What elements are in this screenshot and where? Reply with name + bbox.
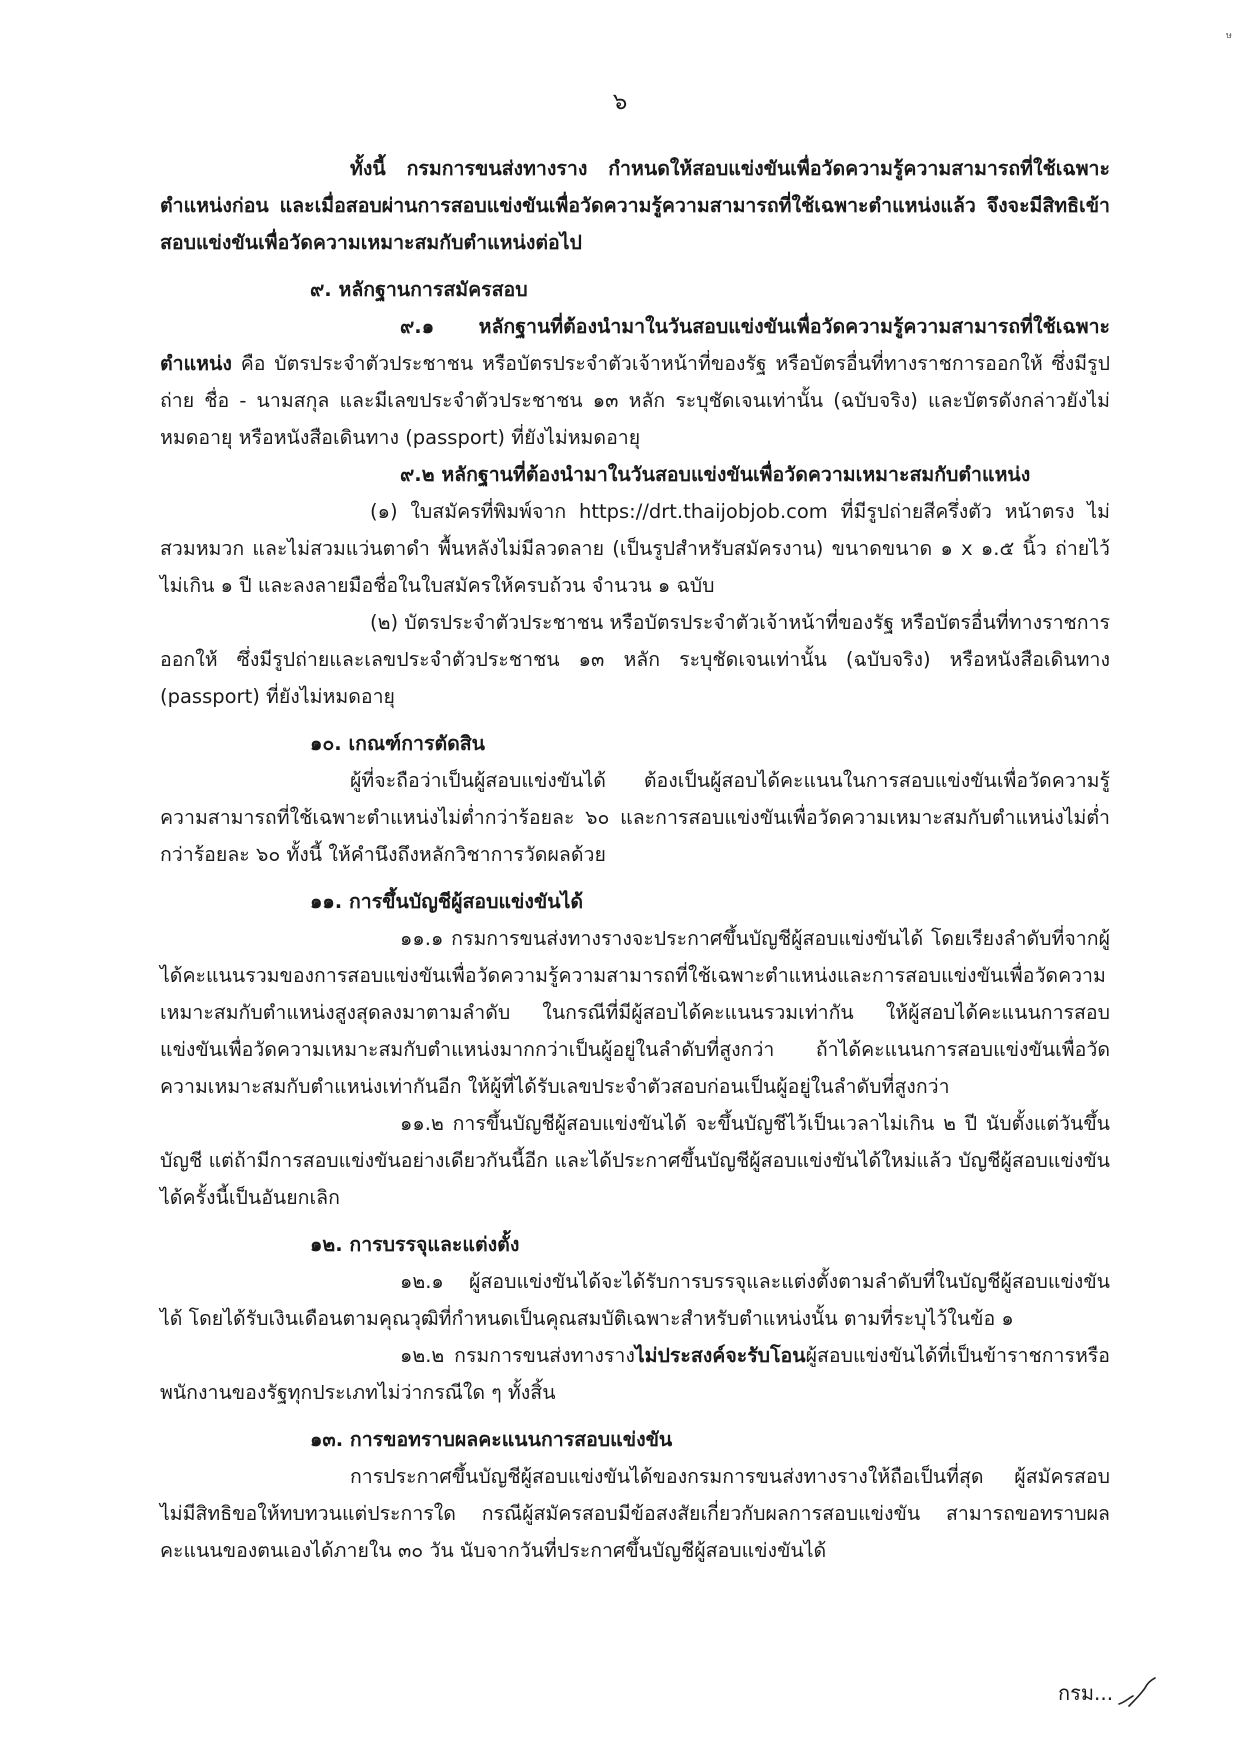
- document-body: [160, 150, 1110, 1569]
- section-11-heading: ๑๑. การขึ้นบัญชีผู้สอบแข่งขันได้: [310, 890, 584, 913]
- section-9-1-rest: คือ บัตรประจำตัวประชาชน หรือบัตรประจำตัวเจ้าหน้าที่ของรัฐ หรือบัตรอื่นที่ทางราชการออกให้ ซึ่งมีรูปถ่าย ชื่อ - นามสกุล และมีเลขประจำตัวประชาชน ๑๓ หลัก ระบุชัดเจนเท่านั้น (ฉบับจริง) และบัตรดังกล่าวยังไม่หมดอายุ หรือหนังสือเดินทาง (passport) ที่ยังไม่หมดอายุ: [160, 352, 1110, 449]
- section-10-heading: ๑๐. เกณฑ์การตัดสิน: [310, 732, 486, 755]
- section-9-heading: ๙. หลักฐานการสมัครสอบ: [310, 278, 528, 301]
- section-9-2-item-2: (๒) บัตรประจำตัวประชาชน หรือบัตรประจำตัวเจ้าหน้าที่ของรัฐ หรือบัตรอื่นที่ทางราชการออกให้ ซึ่งมีรูปถ่ายและเลขประจำตัวประชาชน ๑๓ หลัก ระบุชัดเจนเท่านั้น (ฉบับจริง) หรือหนังสือเดินทาง (passport) ที่ยังไม่หมดอายุ: [160, 611, 1110, 708]
- footer-continuation: กรม...: [1058, 1681, 1114, 1705]
- section-9-2-heading: ๙.๒ หลักฐานที่ต้องนำมาในวันสอบแข่งขันเพื่อวัดความเหมาะสมกับตำแหน่ง: [400, 463, 1031, 486]
- section-12-heading: ๑๒. การบรรจุและแต่งตั้ง: [310, 1233, 520, 1256]
- section-11-1-paragraph: ๑๑.๑ กรมการขนส่งทางรางจะประกาศขึ้นบัญชีผู้สอบแข่งขันได้ โดยเรียงลำดับที่จากผู้ได้คะแนนรวมของการสอบแข่งขันเพื่อวัดความรู้ความสามารถที่ใช้เฉพาะตำแหน่งและการสอบแข่งขันเพื่อวัดความเหมาะสมกับตำแหน่งสูงสุดลงมาตามลำดับ ในกรณีที่มีผู้สอบได้คะแนนรวมเท่ากัน ให้ผู้สอบได้คะแนนการสอบแข่งขันเพื่อวัดความเหมาะสมกับตำแหน่งมากกว่าเป็นผู้อยู่ในลำดับที่สูงกว่า ถ้าได้คะแนนการสอบแข่งขันเพื่อวัดความเหมาะสมกับตำแหน่งเท่ากันอีก ให้ผู้ที่ได้รับเลขประจำตัวสอบก่อนเป็นผู้อยู่ในลำดับที่สูงกว่า: [160, 927, 1110, 1098]
- page-number: ๖: [612, 89, 628, 115]
- page-footer: [1058, 1676, 1159, 1710]
- section-12-2-emphasis: ไม่ประสงค์จะรับโอน: [634, 1344, 806, 1367]
- section-9-1-lead: ๙.๑ หลักฐานที่ต้องนำมาในวันสอบแข่งขันเพื่อวัดความรู้ความสามารถที่ใช้เฉพาะตำแหน่ง: [160, 315, 1110, 375]
- section-12-2-paragraph: [160, 1337, 1110, 1411]
- corner-mark: ษ: [1226, 31, 1232, 41]
- intro-paragraph: ทั้งนี้ กรมการขนส่งทางราง กำหนดให้สอบแข่งขันเพื่อวัดความรู้ความสามารถที่ใช้เฉพาะตำแหน่งก่อน และเมื่อสอบผ่านการสอบแข่งขันเพื่อวัดความรู้ความสามารถที่ใช้เฉพาะตำแหน่งแล้ว จึงจะมีสิทธิเข้าสอบแข่งขันเพื่อวัดความเหมาะสมกับตำแหน่งต่อไป: [160, 157, 1110, 254]
- section-12-2-rest: ผู้สอบแข่งขันได้ที่เป็นข้าราชการหรือพนักงานของรัฐทุกประเภทไม่ว่ากรณีใด ๆ ทั้งสิ้น: [160, 1344, 1110, 1404]
- section-9-1-paragraph: [160, 308, 1110, 456]
- section-13-heading: ๑๓. การขอทราบผลคะแนนการสอบแข่งขัน: [310, 1428, 673, 1451]
- signature-mark: [1115, 1676, 1159, 1710]
- section-10-body: ผู้ที่จะถือว่าเป็นผู้สอบแข่งขันได้ ต้องเป็นผู้สอบได้คะแนนในการสอบแข่งขันเพื่อวัดความรู้ความสามารถที่ใช้เฉพาะตำแหน่งไม่ต่ำกว่าร้อยละ ๖๐ และการสอบแข่งขันเพื่อวัดความเหมาะสมกับตำแหน่งไม่ต่ำกว่าร้อยละ ๖๐ ทั้งนี้ ให้คำนึงถึงหลักวิชาการวัดผลด้วย: [160, 769, 1110, 866]
- section-11-2-paragraph: ๑๑.๒ การขึ้นบัญชีผู้สอบแข่งขันได้ จะขึ้นบัญชีไว้เป็นเวลาไม่เกิน ๒ ปี นับตั้งแต่วันขึ้นบัญชี แต่ถ้ามีการสอบแข่งขันอย่างเดียวกันนี้อีก และได้ประกาศขึ้นบัญชีผู้สอบแข่งขันได้ใหม่แล้ว บัญชีผู้สอบแข่งขันได้ครั้งนี้เป็นอันยกเลิก: [160, 1112, 1110, 1209]
- section-13-body: การประกาศขึ้นบัญชีผู้สอบแข่งขันได้ของกรมการขนส่งทางรางให้ถือเป็นที่สุด ผู้สมัครสอบไม่มีสิทธิขอให้ทบทวนแต่ประการใด กรณีผู้สมัครสอบมีข้อสงสัยเกี่ยวกับผลการสอบแข่งขัน สามารถขอทราบผลคะแนนของตนเองได้ภายใน ๓๐ วัน นับจากวันที่ประกาศขึ้นบัญชีผู้สอบแข่งขันได้: [160, 1465, 1110, 1562]
- section-12-2-lead: ๑๒.๒ กรมการขนส่งทางราง: [400, 1344, 635, 1367]
- section-9-2-item-1: (๑) ใบสมัครที่พิมพ์จาก https://drt.thaijobjob.com ที่มีรูปถ่ายสีครึ่งตัว หน้าตรง ไม่สวมหมวก และไม่สวมแว่นตาดำ พื้นหลังไม่มีลวดลาย (เป็นรูปสำหรับสมัครงาน) ขนาดขนาด ๑ x ๑.๕ นิ้ว ถ่ายไว้ไม่เกิน ๑ ปี และลงลายมือชื่อในใบสมัครให้ครบถ้วน จำนวน ๑ ฉบับ: [160, 500, 1110, 597]
- section-12-1-paragraph: ๑๒.๑ ผู้สอบแข่งขันได้จะได้รับการบรรจุและแต่งตั้งตามลำดับที่ในบัญชีผู้สอบแข่งขันได้ โดยได้รับเงินเดือนตามคุณวุฒิที่กำหนดเป็นคุณสมบัติเฉพาะสำหรับตำแหน่งนั้น ตามที่ระบุไว้ในข้อ ๑: [160, 1270, 1110, 1330]
